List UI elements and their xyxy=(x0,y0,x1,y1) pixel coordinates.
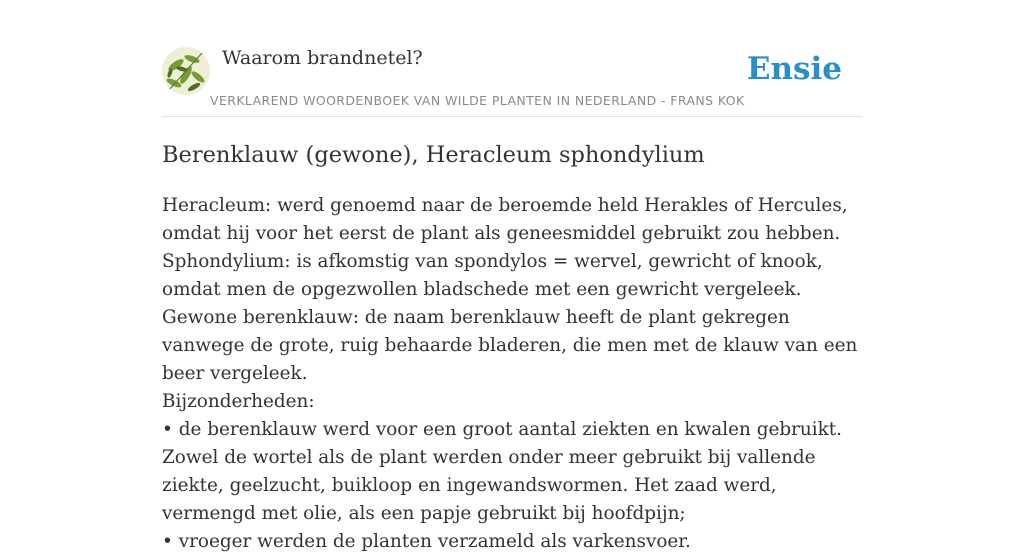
leaf-avatar-icon[interactable] xyxy=(162,47,210,95)
paragraph: Bijzonderheden: xyxy=(162,391,315,412)
ensie-logo[interactable]: Ensie xyxy=(746,51,842,87)
paragraph: • vroeger werden de planten verzameld als varkensvoer. xyxy=(162,531,691,552)
dictionary-subtitle[interactable]: VERKLAREND WOORDENBOEK VAN WILDE PLANTEN IN NEDERLAND - FRANS KOK xyxy=(210,93,745,108)
paragraph: Heracleum: werd genoemd naar de beroemde held Herakles of Hercules, omdat hij voor het eerst de plant als geneesmiddel gebruikt zou hebben. xyxy=(162,195,848,244)
paragraph: Gewone berenklauw: de naam berenklauw heeft de plant gekregen vanwege de grote, ruig behaarde bladeren, die men met de klauw van een beer vergeleek. xyxy=(162,307,858,384)
site-title[interactable]: Waarom brandnetel? xyxy=(222,47,423,69)
page-header xyxy=(162,44,862,117)
paragraph: • de berenklauw werd voor een groot aantal ziekten en kwalen gebruikt. Zowel de wortel als de plant werden onder meer gebruikt bij vallende ziekte, geelzucht, buikloop en ingewandswormen. Het zaad werd, vermengd met olie, als een papje gebruikt bij hoofdpijn; xyxy=(162,419,843,524)
entry-title: Berenklauw (gewone), Heracleum sphondylium xyxy=(162,142,705,168)
entry-body xyxy=(162,192,867,556)
paragraph: Sphondylium: is afkomstig van spondylos = wervel, gewricht of knook, omdat men de opgezwollen bladschede met een gewricht vergeleek. xyxy=(162,251,823,300)
